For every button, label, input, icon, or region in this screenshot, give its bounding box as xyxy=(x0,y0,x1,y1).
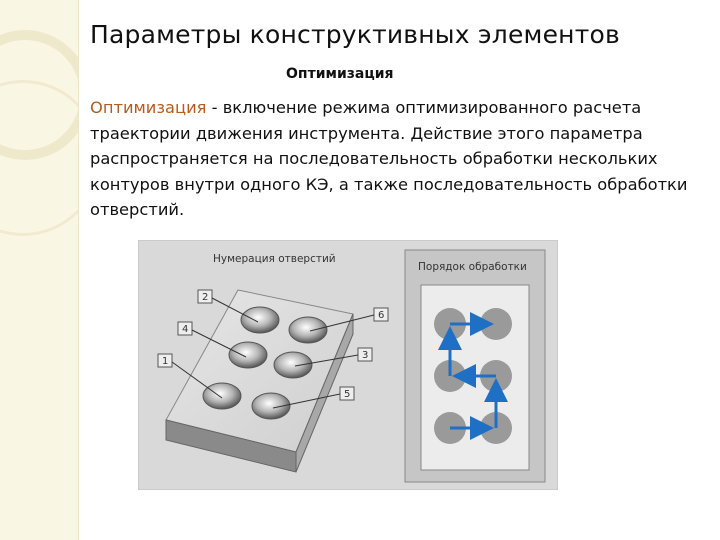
accent-term: Оптимизация xyxy=(90,98,207,117)
decorative-ring xyxy=(0,80,79,236)
hole-4 xyxy=(229,342,267,368)
hole-1 xyxy=(203,383,241,409)
hole-diagram xyxy=(138,240,558,490)
callout-label-6: 6 xyxy=(378,310,385,321)
body-text: - включение режима оптимизированного расчета траектории движения инструмента. Действие этого параметра распространяется на последовательность обработки нескольких контуров внутри одного КЭ, а также последовательность обработки отверстий. xyxy=(90,98,688,219)
callout-label-5: 5 xyxy=(344,389,351,400)
decorative-side-band xyxy=(0,0,79,540)
callout-label-2: 2 xyxy=(202,292,209,303)
slide-subtitle: Оптимизация xyxy=(286,66,394,82)
hole-diagram-svg xyxy=(138,240,558,490)
order-panel-label: Порядок обработки xyxy=(418,261,527,273)
callout-label-3: 3 xyxy=(362,350,369,361)
hole-2 xyxy=(241,307,279,333)
callout-label-1: 1 xyxy=(162,356,169,367)
numbering-label: Нумерация отверстий xyxy=(213,253,336,265)
body-paragraph xyxy=(90,95,705,223)
hole-3 xyxy=(274,352,312,378)
hole-6 xyxy=(289,317,327,343)
slide-title: Параметры конструктивных элементов xyxy=(90,20,620,49)
callout-label-4: 4 xyxy=(182,324,189,335)
